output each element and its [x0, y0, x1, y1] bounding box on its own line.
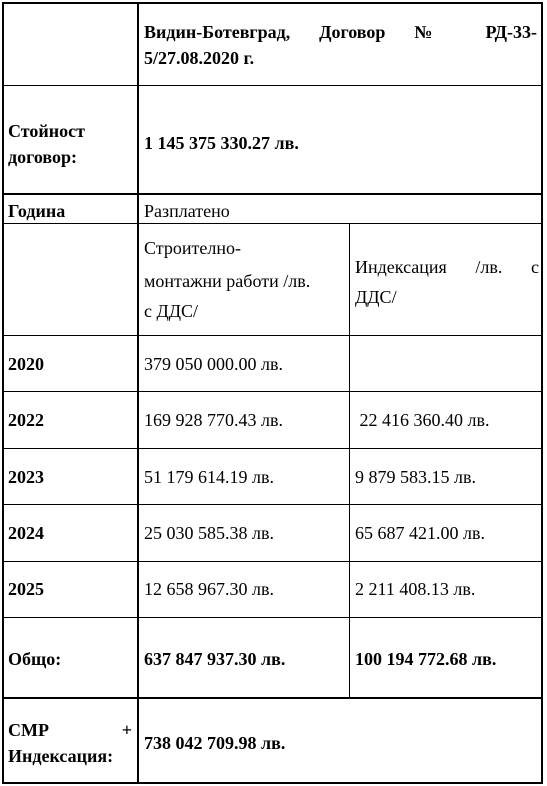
row-divider — [2, 85, 543, 86]
smr-column-header-line-2: монтажни работи /лв. — [144, 271, 311, 291]
table-row-index: 9 879 583.15 лв. — [355, 467, 476, 487]
table-row-year: 2025 — [8, 579, 44, 599]
table-row-year: 2023 — [8, 467, 44, 487]
table-row-year: 2022 — [8, 410, 44, 430]
table-border-bottom — [2, 782, 543, 784]
contract-title-line-1: Видин-Ботевград, Договор № РД-33- — [144, 22, 537, 42]
contract-value-label-line-2: договор: — [8, 147, 77, 167]
table-row-smr: 12 658 967.30 лв. — [144, 579, 274, 599]
grand-total-label-line-2: Индексация: — [8, 746, 114, 766]
table-row-index: 65 687 421.00 лв. — [355, 523, 485, 543]
column-divider-index — [349, 224, 350, 698]
table-border-right — [541, 2, 543, 784]
row-divider — [2, 448, 543, 449]
table-border-top — [2, 2, 543, 4]
table-border-left — [2, 2, 4, 784]
table-row-smr: 25 030 585.38 лв. — [144, 523, 274, 543]
contract-value-label-line-1: Стойност — [8, 121, 85, 141]
table-row-index: 2 211 408.13 лв. — [355, 579, 476, 599]
table-row-smr: 379 050 000.00 лв. — [144, 354, 283, 374]
paid-column-label: Разплатено — [144, 201, 230, 221]
table-row-smr: 169 928 770.43 лв. — [144, 410, 283, 430]
row-divider — [2, 504, 543, 505]
contract-title-line-2: 5/27.08.2020 г. — [144, 48, 255, 68]
index-column-header-line-2: ДДС/ — [355, 287, 397, 307]
row-divider — [2, 697, 543, 699]
total-smr: 637 847 937.30 лв. — [144, 649, 286, 669]
smr-column-header-line-1: Строително- — [144, 238, 241, 258]
grand-total-amount: 738 042 709.98 лв. — [144, 733, 286, 753]
smr-column-header-line-3: с ДДС/ — [144, 301, 199, 321]
grand-total-label-line-1-left: СМР — [8, 720, 49, 740]
contract-value-amount: 1 145 375 330.27 лв. — [144, 133, 299, 153]
table-row-year: 2024 — [8, 523, 44, 543]
row-divider — [2, 193, 543, 195]
index-column-header-line-1: Индексация /лв. с — [355, 257, 539, 277]
column-divider-label — [137, 2, 139, 784]
total-label: Общо: — [8, 649, 62, 669]
table-row-smr: 51 179 614.19 лв. — [144, 467, 274, 487]
row-divider — [2, 617, 543, 618]
row-divider — [2, 335, 543, 336]
table-row-index: 22 416 360.40 лв. — [355, 410, 490, 430]
year-column-label: Година — [8, 201, 66, 221]
grand-total-label-line-1-right: + — [121, 720, 132, 740]
total-index: 100 194 772.68 лв. — [355, 649, 497, 669]
row-divider — [2, 561, 543, 562]
row-divider — [2, 223, 543, 224]
row-divider — [2, 391, 543, 392]
table-row-year: 2020 — [8, 354, 44, 374]
